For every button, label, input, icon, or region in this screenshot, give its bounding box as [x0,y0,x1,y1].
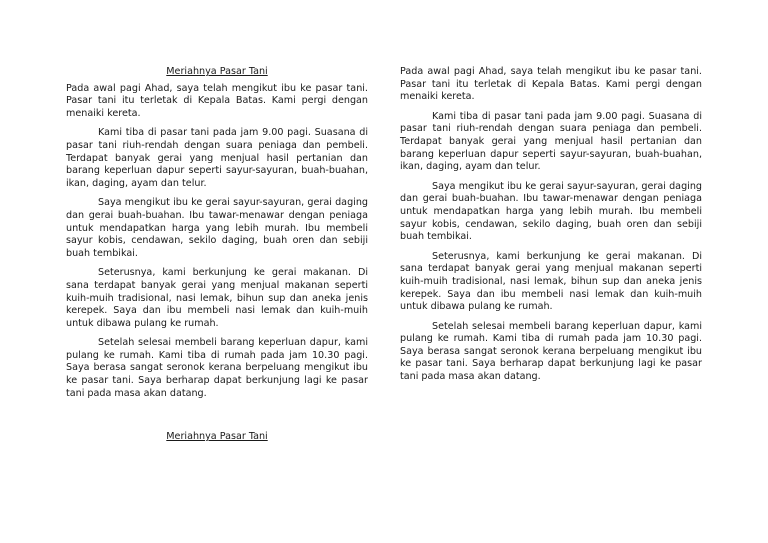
paragraph-3: Saya mengikut ibu ke gerai sayur-sayuran, gerai daging dan gerai buah-buahan. Ibu tawar-menawar dengan peniaga untuk mendapatkan harga yang lebih murah. Ibu membeli sayur kobis, cendawan, sekilo daging, buah oren dan sebiji buah tembikai. [66,197,368,259]
paragraph-1: Pada awal pagi Ahad, saya telah mengikut ibu ke pasar tani. Pasar tani itu terletak di Kepala Batas. Kami pergi dengan menaiki kereta. [400,66,702,103]
paragraph-2: Kami tiba di pasar tani pada jam 9.00 pagi. Suasana di pasar tani riuh-rendah dengan suara peniaga dan pembeli. Terdapat banyak gerai yang menjual hasil pertanian dan barang keperluan dapur seperti sayur-sayuran, buah-buahan, ikan, daging, ayam dan telur. [400,110,702,173]
paragraph-2: Kami tiba di pasar tani pada jam 9.00 pagi. Suasana di pasar tani riuh-rendah dengan suara peniaga dan pembeli. Terdapat banyak gerai yang menjual hasil pertanian dan barang keperluan dapur seperti sayur-sayuran, buah-buahan, ikan, daging, ayam dan telur. [66,127,368,189]
paragraph-4: Seterusnya, kami berkunjung ke gerai makanan. Di sana terdapat banyak gerai yang menjual makanan seperti kuih-muih tradisional, nasi lemak, bihun sup dan aneka jenis kerepek. Saya dan ibu membeli nasi lemak dan kuih-muih untuk dibawa pulang ke rumah. [400,250,702,313]
paragraph-4: Seterusnya, kami berkunjung ke gerai makanan. Di sana terdapat banyak gerai yang menjual makanan seperti kuih-muih tradisional, nasi lemak, bihun sup dan aneka jenis kerepek. Saya dan ibu membeli nasi lemak dan kuih-muih untuk dibawa pulang ke rumah. [66,267,368,329]
paragraph-3: Saya mengikut ibu ke gerai sayur-sayuran, gerai daging dan gerai buah-buahan. Ibu tawar-menawar dengan peniaga untuk mendapatkan harga yang lebih murah. Ibu membeli sayur kobis, cendawan, sekilo daging, buah oren dan sebiji buah tembikai. [400,180,702,243]
paragraph-5: Setelah selesai membeli barang keperluan dapur, kami pulang ke rumah. Kami tiba di rumah pada jam 10.30 pagi. Saya berasa sangat seronok kerana berpeluang mengikut ibu ke pasar tani. Saya berharap dapat berkunjung lagi ke pasar tani pada masa akan datang. [66,337,368,399]
right-column [400,66,702,391]
essay-title-bottom: Meriahnya Pasar Tani [166,431,268,442]
left-column [66,66,368,407]
paragraph-1: Pada awal pagi Ahad, saya telah mengikut ibu ke pasar tani. Pasar tani itu terletak di Kepala Batas. Kami pergi dengan menaiki kereta. [66,82,368,119]
paragraph-5: Setelah selesai membeli barang keperluan dapur, kami pulang ke rumah. Kami tiba di rumah pada jam 10.30 pagi. Saya berasa sangat seronok kerana berpeluang mengikut ibu ke pasar tani. Saya berharap dapat berkunjung lagi ke pasar tani pada masa akan datang. [400,320,702,383]
essay-title: Meriahnya Pasar Tani [166,66,268,77]
